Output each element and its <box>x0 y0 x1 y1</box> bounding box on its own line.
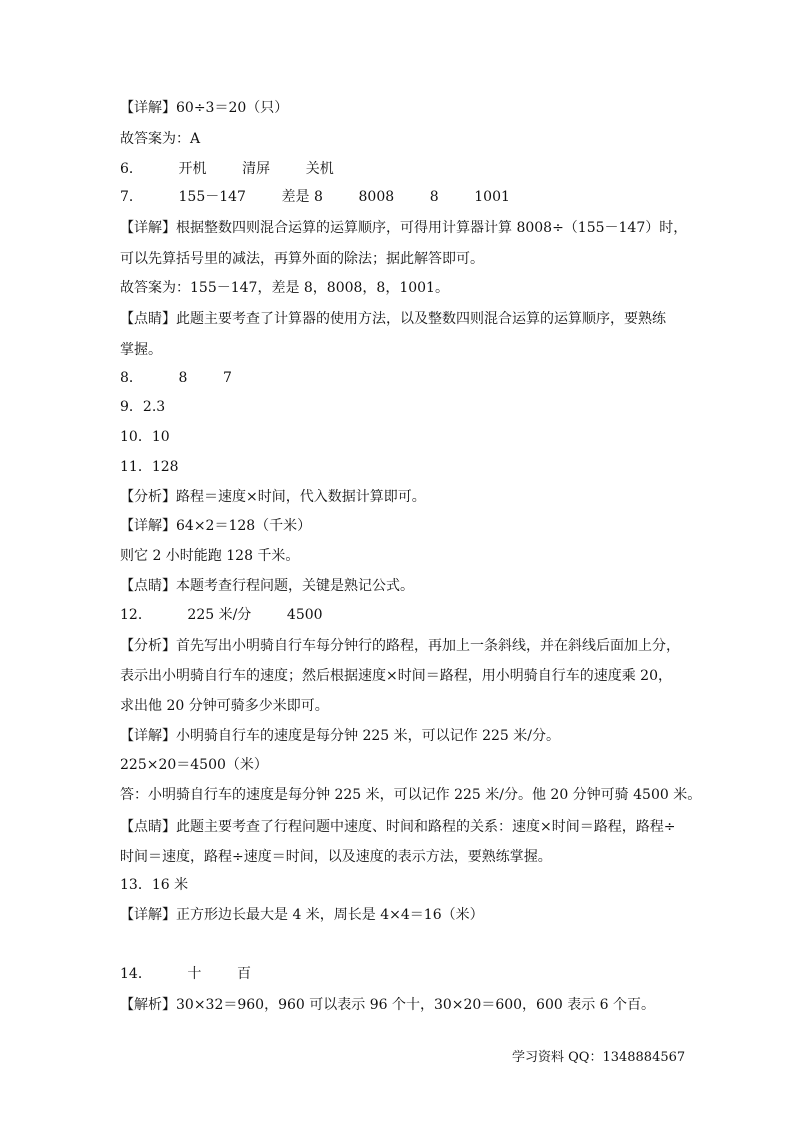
text-line: 【详解】小明骑自行车的速度是每分钟 225 米，可以记作 225 米/分。 <box>120 728 560 744</box>
text-line: 【点睛】本题考查行程问题，关键是熟记公式。 <box>120 578 414 594</box>
question-14-answer: 14． 十 百 <box>120 966 252 982</box>
question-10-answer: 10．10 <box>120 429 170 445</box>
text-line: 【点睛】此题主要考查了行程问题中速度、时间和路程的关系：速度×时间＝路程，路程÷ <box>120 819 676 835</box>
text-line: 时间＝速度，路程÷速度＝时间，以及速度的表示方法，要熟练掌握。 <box>120 849 552 865</box>
question-7-answer: 7． 155－147 差是 8 8008 8 1001 <box>120 189 510 205</box>
text-line: 【解析】30×32＝960，960 可以表示 96 个十，30×20＝600，600 表示 6 个百。 <box>120 997 656 1013</box>
text-line: 【点睛】此题主要考查了计算器的使用方法，以及整数四则混合运算的运算顺序，要熟练 <box>120 311 666 327</box>
text-line: 【分析】首先写出小明骑自行车每分钟行的路程，再加上一条斜线，并在斜线后面加上分， <box>120 638 680 654</box>
text-line: 【分析】路程＝速度×时间，代入数据计算即可。 <box>120 489 426 505</box>
text-line: 【详解】根据整数四则混合运算的运算顺序，可得用计算器计算 8008÷（155－147）时， <box>120 220 688 236</box>
question-13-answer: 13．16 米 <box>120 877 189 893</box>
text-line: 【详解】正方形边长最大是 4 米，周长是 4×4＝16（米） <box>120 907 484 923</box>
text-line: 【详解】60÷3＝20（只） <box>120 100 289 116</box>
text-line: 掌握。 <box>120 342 162 358</box>
question-12-answer: 12． 225 米/分 4500 <box>120 607 323 623</box>
text-line: 可以先算括号里的减法，再算外面的除法；据此解答即可。 <box>120 251 484 267</box>
footer-contact: 学习资料 QQ：1348884567 <box>512 1050 686 1065</box>
text-line: 答：小明骑自行车的速度是每分钟 225 米，可以记作 225 米/分。他 20 分钟可骑 4500 米。 <box>120 787 702 803</box>
question-9-answer: 9．2.3 <box>120 399 166 415</box>
text-line: 故答案为：A <box>120 131 201 147</box>
text-line: 故答案为：155－147，差是 8，8008，8，1001。 <box>120 280 449 296</box>
text-line: 表示出小明骑自行车的速度；然后根据速度×时间＝路程，用小明骑自行车的速度乘 20， <box>120 668 672 684</box>
text-line: 225×20＝4500（米） <box>120 757 268 773</box>
text-line: 求出他 20 分钟可骑多少米即可。 <box>120 698 329 714</box>
question-6-answer: 6． 开机 清屏 关机 <box>120 161 334 177</box>
question-8-answer: 8． 8 7 <box>120 370 232 386</box>
text-line: 【详解】64×2＝128（千米） <box>120 518 312 534</box>
text-line: 则它 2 小时能跑 128 千米。 <box>120 548 300 564</box>
question-11-answer: 11．128 <box>120 459 179 475</box>
